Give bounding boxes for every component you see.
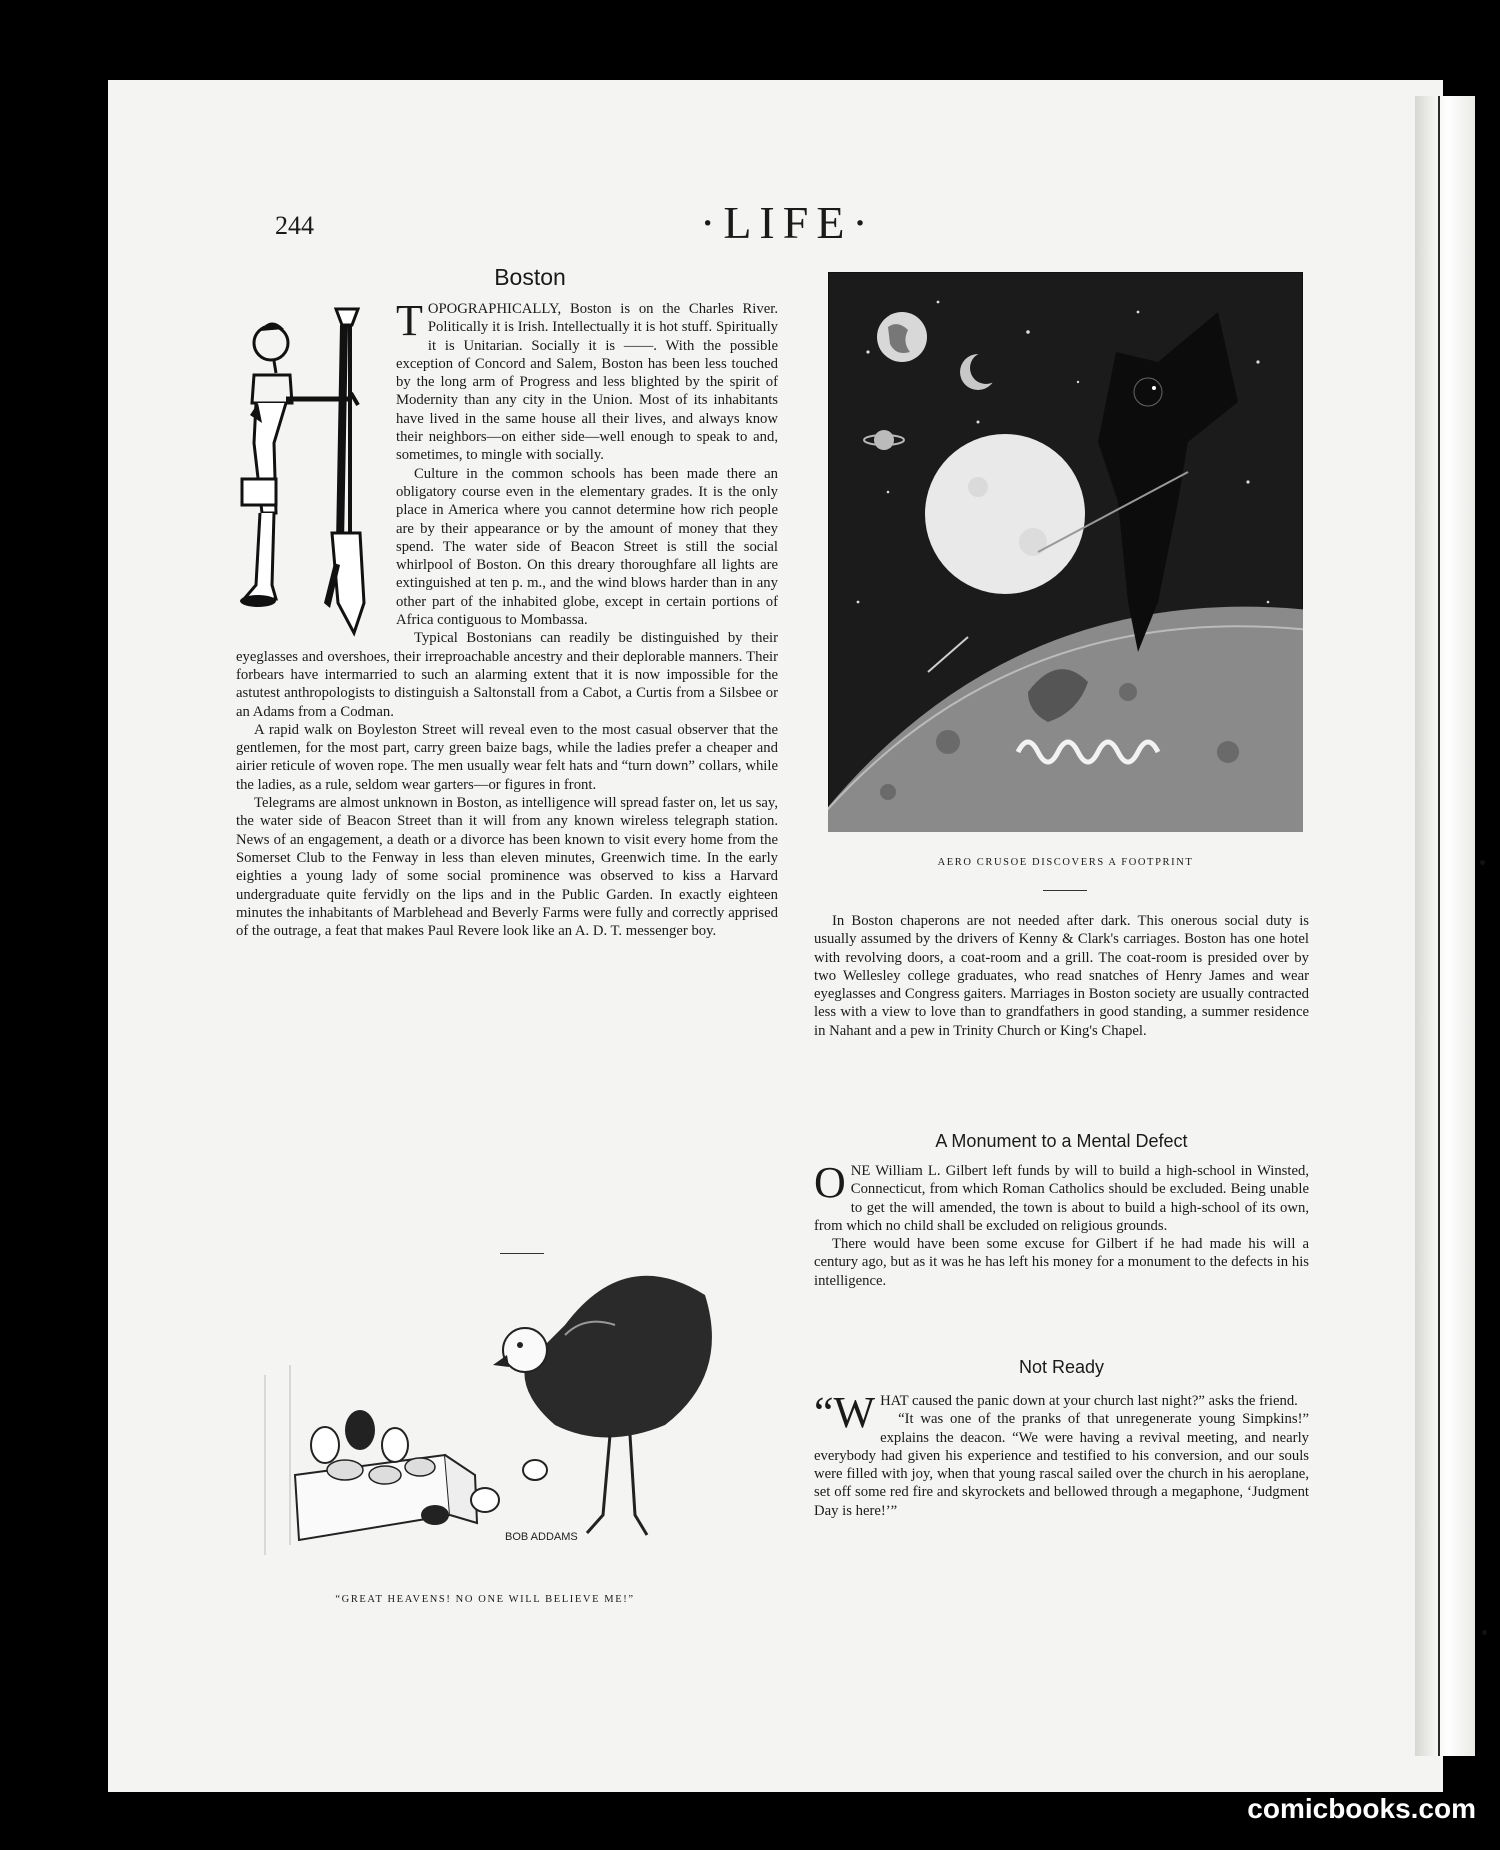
drop-cap: O xyxy=(814,1158,846,1207)
paragraph: In Boston chaperons are not needed after dark. This onerous social duty is usually assumed by the drivers of Kenny & Clark's carriages. Boston has one hotel with revolving doors, a coat-room and a grill. The coat-room is presided over by two Wellesley college graduates, who read snatches of Henry James and wear eyeglasses and Congress gaiters. Marriages in Boston society are usually contracted less with a view to love than to grandfathers in good standing, a summer residence in Nahant and a pew in Trinity Church or King's Chapel. xyxy=(814,913,1309,1039)
book-binding xyxy=(1415,96,1475,1756)
spine-line xyxy=(1438,96,1440,1756)
paragraph: Telegrams are almost unknown in Boston, as intelligence will spread faster on, let us say, the water side of Beacon Street than it will from any known wireless telegraph station. News of an engagement, a death or a divorce has been known to visit every home from the Somerset Club to the Fenway in less than eleven minutes, Greenwich time. In the early eighties a young lady of some social prominence was observed to kiss a Harvard undergraduate quite fervidly on the lips and in the Public Garden. In exactly eighteen minutes the inhabitants of Marblehead and Beverly Farms were fully and correctly apprised of the outrage, a feat that makes Paul Revere look like an A. D. T. messenger boy. xyxy=(236,795,778,940)
article-title-boston: Boston xyxy=(494,264,566,290)
paragraph: ONE William L. Gilbert left funds by will to build a high-school in Winsted, Connecticut, from which Roman Catholics should be excluded. Being unable to get the will amended, the town is about to build a high-school of its own, from which no child shall be excluded on religious grounds. xyxy=(814,1158,1309,1234)
article-title-monument: A Monument to a Mental Defect xyxy=(935,1131,1188,1151)
not-ready-article-body xyxy=(814,1388,1309,1520)
margin-dot xyxy=(1482,1630,1487,1635)
paragraph: TOPOGRAPHICALLY, Boston is on the Charles River. Politically it is Irish. Intellectually it is hot stuff. Spiritually it is Unitarian. Socially it is ——. With the possible exception of Concord and Salem, Boston has been less touched by the long arm of Progress and less blighted by the spirit of Modernity than any city in the Union. Most of its inhabitants have lived in the same house all their lives, and always know their neighbors—on either side—well enough to speak to and, sometimes, to mingle with socially. xyxy=(396,296,778,464)
hen-chicks-illustration xyxy=(235,1255,735,1583)
hen-signature: BOB ADDAMS xyxy=(505,1531,578,1543)
paragraph: A rapid walk on Boyleston Street will reveal even to the most casual observer that the gentlemen, for the most part, carry green baize bags, while the ladies prefer a cheaper and airier reticule of woven rope. The men usually wear felt hats and “turn down” collars, while the ladies, as a rule, seldom wear garters—or figures in front. xyxy=(236,721,778,793)
drop-cap: T xyxy=(396,296,423,345)
article-title-not-ready: Not Ready xyxy=(1018,1357,1105,1377)
section-rule xyxy=(500,1253,544,1254)
watermark: comicbooks.com xyxy=(1247,1793,1476,1824)
space-caption: AERO CRUSOE DISCOVERS A FOOTPRINT xyxy=(937,857,1194,868)
boston-continuation xyxy=(814,912,1309,1040)
aero-crusoe-illustration xyxy=(828,272,1303,832)
hen-caption: “GREAT HEAVENS! NO ONE WILL BELIEVE ME!” xyxy=(335,1594,635,1605)
magazine-title: ·LIFE· xyxy=(700,197,876,248)
margin-dot xyxy=(1480,860,1485,865)
page-number: 244 xyxy=(275,211,314,240)
section-rule xyxy=(1043,890,1087,891)
boston-article-body xyxy=(236,296,778,940)
paragraph: “It was one of the pranks of that unregenerate young Simpkins!” explains the deacon. “We were having a revival meeting, and nearly everybody had given his experience and testified to his conversion, and our souls were filled with joy, when that young rascal sailed over the church in his aeroplane, set off some red fire and skyrockets and bellowed through a megaphone, ‘Judgment Day is here!’” xyxy=(814,1411,1309,1519)
drop-cap: “W xyxy=(814,1388,876,1437)
paragraph: Culture in the common schools has been made there an obligatory course even in the elementary grades. It is the only place in America where you cannot determine how rich people are by their appearance or by the amount of money that they spend. The water side of Beacon Street is still the social whirlpool of Boston. On this dreary thoroughfare all lights are extinguished at ten p. m., and the wind blows harder than in any other part of the inhabited globe, except in certain portions of Africa contiguous to Mombassa. xyxy=(396,465,778,629)
monument-article-body xyxy=(814,1158,1309,1290)
paragraph: Typical Bostonians can readily be distinguished by their eyeglasses and overshoes, their irreproachable ancestry and their deplorable manners. Their forbears have intermarried to such an alarming extent that it is now impossible for the astutest anthropologists to distinguish a Saltonstall from a Cabot, a Curtis from a Silsbee or an Adams from a Codman. xyxy=(236,630,778,720)
paragraph: There would have been some excuse for Gilbert if he had made his will a century ago, but as it was he has left his money for a monument to the defects in his intelligence. xyxy=(814,1236,1309,1289)
paragraph: “WHAT caused the panic down at your church last night?” asks the friend. xyxy=(814,1388,1298,1437)
